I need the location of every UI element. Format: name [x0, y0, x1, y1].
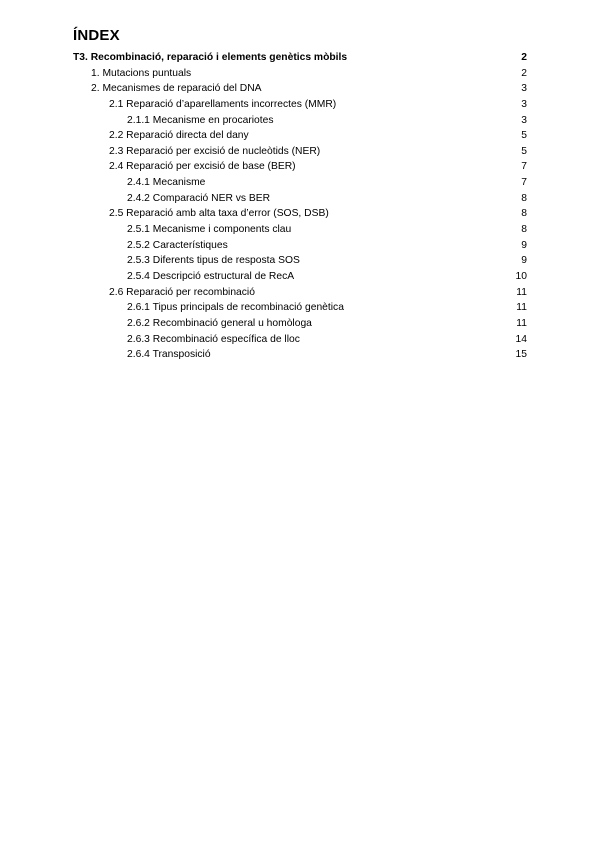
toc-entry-label[interactable]: 2.3 Reparació per excisió de nucleòtids (NER): [109, 145, 321, 157]
toc-entry-page-number[interactable]: 8: [521, 192, 527, 204]
toc-entry-label[interactable]: 2.6.3 Recombinació específica de lloc: [127, 333, 300, 345]
table-of-contents: [73, 50, 527, 363]
toc-entry-label[interactable]: 2.1.1 Mecanisme en procariotes: [127, 114, 274, 126]
toc-entry-label[interactable]: 2.6.4 Transposició: [127, 349, 211, 361]
toc-entry-page-number[interactable]: 2: [521, 67, 527, 79]
toc-entry-page-number[interactable]: 3: [521, 114, 527, 126]
toc-entry[interactable]: [73, 253, 527, 269]
index-title: ÍNDEX: [73, 27, 120, 44]
toc-entry[interactable]: [73, 175, 527, 191]
toc-entry-label[interactable]: 1. Mutacions puntuals: [91, 67, 192, 79]
toc-entry-label[interactable]: 2.6 Reparació per recombinació: [109, 286, 255, 298]
toc-entry-page-number[interactable]: 11: [516, 286, 527, 298]
toc-entry[interactable]: [73, 222, 527, 238]
toc-entry-page-number[interactable]: 2: [521, 52, 527, 63]
toc-entry-label[interactable]: T3. Recombinació, reparació i elements genètics mòbils: [73, 52, 348, 63]
toc-entry[interactable]: [73, 97, 527, 113]
toc-entry[interactable]: [73, 238, 527, 254]
toc-entry[interactable]: [73, 128, 527, 144]
toc-entry-label[interactable]: 2.5.2 Característiques: [127, 239, 228, 251]
toc-entry[interactable]: [73, 347, 527, 363]
toc-entry-label[interactable]: 2.4 Reparació per excisió de base (BER): [109, 161, 296, 173]
toc-entry-page-number[interactable]: 5: [521, 145, 527, 157]
toc-entry-page-number[interactable]: 9: [521, 255, 527, 267]
toc-entry-page-number[interactable]: 11: [516, 302, 527, 314]
toc-entry-label[interactable]: 2.5.4 Descripció estructural de RecA: [127, 270, 295, 282]
toc-entry-label[interactable]: 2.5.3 Diferents tipus de resposta SOS: [127, 255, 300, 267]
toc-entry[interactable]: [73, 269, 527, 285]
toc-entry-page-number[interactable]: 8: [521, 224, 527, 236]
toc-entry[interactable]: [73, 113, 527, 129]
toc-entry[interactable]: [73, 206, 527, 222]
toc-entry-page-number[interactable]: 11: [516, 317, 527, 329]
toc-entry-label[interactable]: 2.4.1 Mecanisme: [127, 177, 206, 189]
toc-entry-label[interactable]: 2.4.2 Comparació NER vs BER: [127, 192, 271, 204]
toc-entry[interactable]: [73, 66, 527, 82]
toc-entry-label[interactable]: 2.6.2 Recombinació general u homòloga: [127, 317, 312, 329]
toc-entry-label[interactable]: 2.2 Reparació directa del dany: [109, 130, 249, 142]
toc-entry-page-number[interactable]: 15: [515, 349, 527, 361]
toc-entry[interactable]: [73, 316, 527, 332]
toc-entry[interactable]: [73, 191, 527, 207]
toc-entry-label[interactable]: 2. Mecanismes de reparació del DNA: [91, 83, 262, 95]
toc-entry-page-number[interactable]: 14: [515, 333, 527, 345]
toc-entry[interactable]: [73, 81, 527, 97]
toc-entry[interactable]: [73, 159, 527, 175]
toc-entry-page-number[interactable]: 3: [521, 98, 527, 110]
toc-entry-page-number[interactable]: 7: [521, 161, 527, 173]
toc-entry-page-number[interactable]: 8: [521, 208, 527, 220]
toc-entry[interactable]: [73, 300, 527, 316]
toc-entry[interactable]: [73, 285, 527, 301]
toc-entry-page-number[interactable]: 3: [521, 83, 527, 95]
toc-entry-page-number[interactable]: 10: [515, 270, 527, 282]
toc-entry-label[interactable]: 2.6.1 Tipus principals de recombinació genètica: [127, 302, 344, 314]
toc-entry-label[interactable]: 2.5.1 Mecanisme i components clau: [127, 224, 292, 236]
toc-entry-label[interactable]: 2.5 Reparació amb alta taxa d’error (SOS, DSB): [109, 208, 329, 220]
toc-entry-page-number[interactable]: 7: [521, 177, 527, 189]
toc-entry-page-number[interactable]: 5: [521, 130, 527, 142]
toc-entry[interactable]: [73, 144, 527, 160]
toc-entry[interactable]: [73, 50, 527, 66]
toc-entry-label[interactable]: 2.1 Reparació d’aparellaments incorrectes (MMR): [109, 98, 337, 110]
toc-entry[interactable]: [73, 332, 527, 348]
toc-entry-page-number[interactable]: 9: [521, 239, 527, 251]
